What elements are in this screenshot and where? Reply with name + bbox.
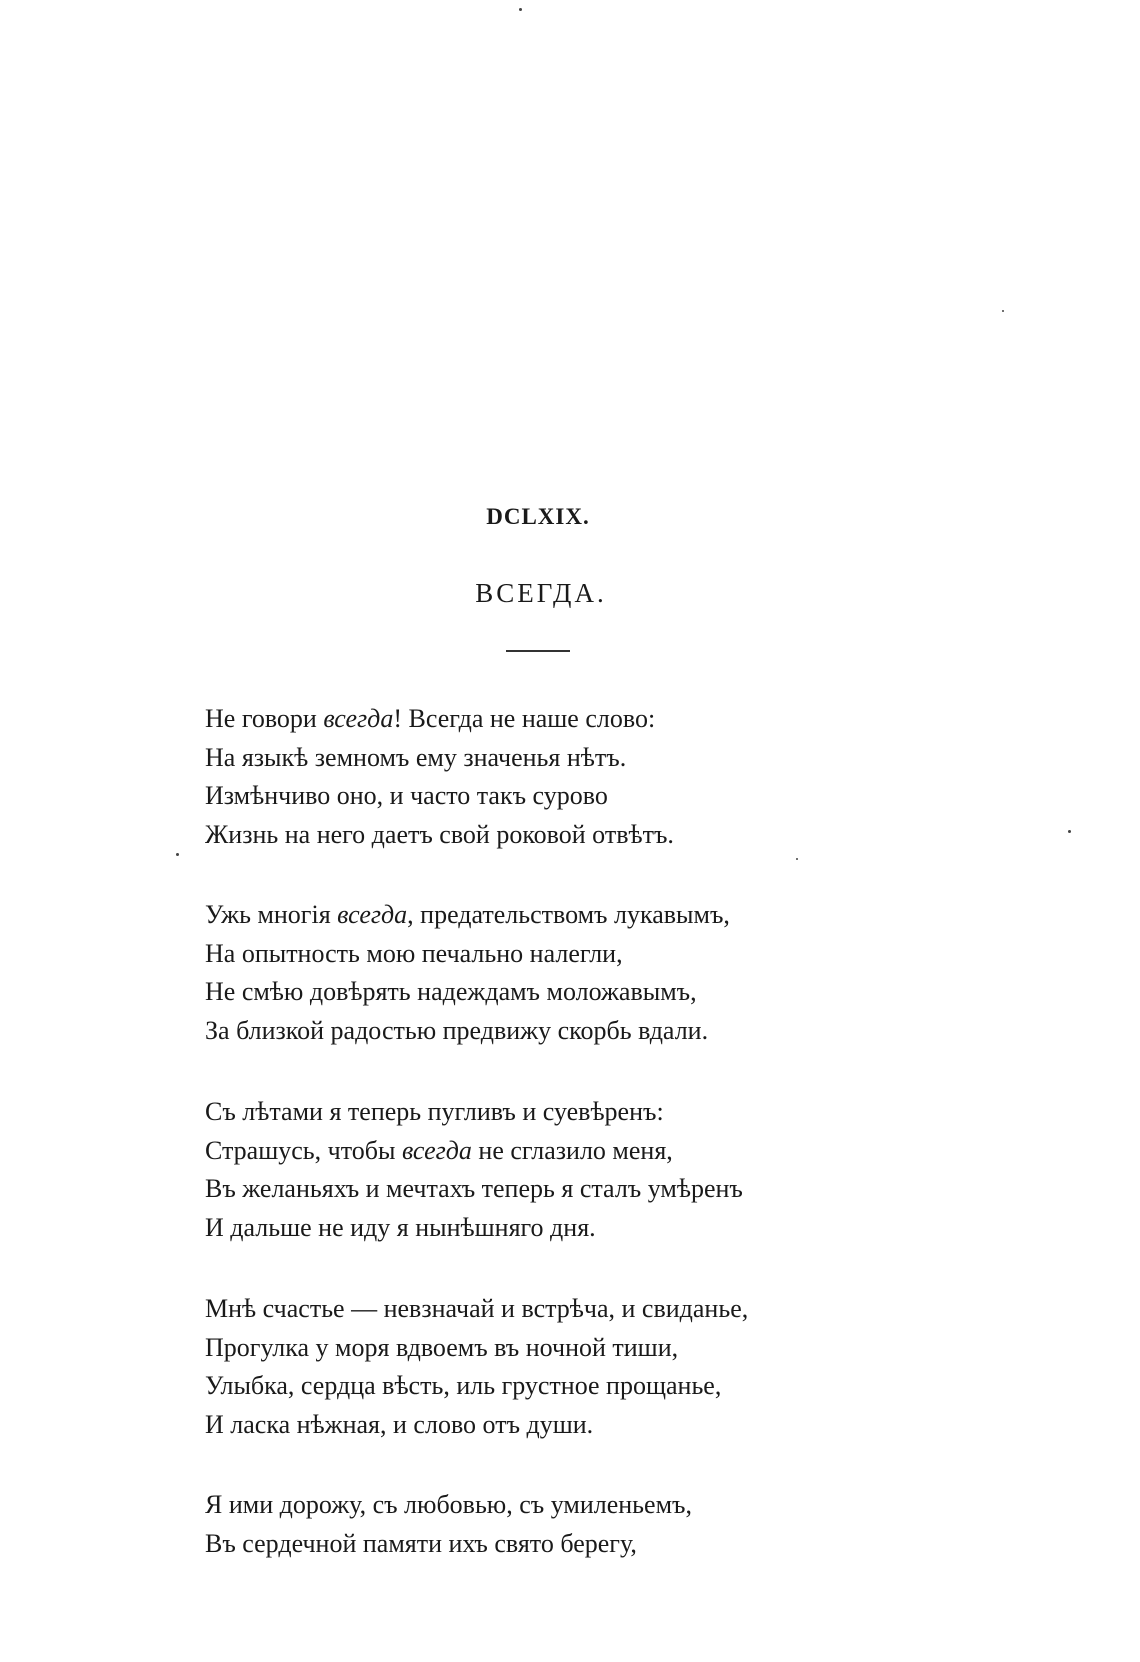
line-text: Страшусь, чтобы	[205, 1135, 402, 1165]
poem-line	[205, 816, 674, 855]
line-text: Улыбка, сердца вѣсть, иль грустное прощанье,	[205, 1371, 722, 1400]
line-text: Въ желаньяхъ и мечтахъ теперь я сталъ умѣренъ	[205, 1174, 743, 1203]
line-text: Не смѣю довѣрять надеждамъ моложавымъ,	[205, 977, 697, 1006]
line-text: На языкѣ земномъ ему значенья нѣтъ.	[205, 742, 627, 772]
stanza	[205, 896, 730, 1050]
poem-line	[205, 1329, 748, 1368]
line-text: И ласка нѣжная, и слово отъ души.	[205, 1409, 594, 1439]
line-text: Я ими дорожу, съ любовью, съ умиленьемъ,	[205, 1490, 692, 1519]
poem-line	[205, 1209, 743, 1248]
line-text: И дальше не иду я нынѣшняго дня.	[205, 1212, 596, 1242]
poem-line	[205, 777, 674, 816]
ink-speck	[176, 853, 179, 856]
poem-line	[205, 935, 730, 974]
emphasized-word: всегда	[323, 704, 394, 733]
line-text: Измѣнчиво оно, и часто такъ сурово	[205, 781, 608, 810]
poem-line	[205, 1486, 692, 1525]
line-text: Прогулка у моря вдвоемъ въ ночной тиши,	[205, 1332, 679, 1362]
poem-line	[205, 1132, 743, 1171]
stanza	[205, 1093, 743, 1247]
ink-speck	[519, 8, 522, 11]
poem-line	[205, 973, 730, 1012]
poem-line	[205, 1367, 748, 1406]
poem-title: ВСЕГДА.	[475, 578, 607, 608]
line-text: Ужь многія	[205, 900, 338, 929]
poem-line	[205, 1290, 748, 1329]
poem-line	[205, 1406, 748, 1445]
line-text: За близкой радостью предвижу скорбь вдали.	[205, 1015, 709, 1045]
emphasized-word: всегда	[401, 1135, 472, 1165]
ink-speck	[1002, 310, 1004, 312]
stanza	[205, 1486, 692, 1563]
line-text: , предательствомъ лукавымъ,	[407, 900, 730, 929]
line-text: Не говори	[205, 704, 324, 733]
line-text: ! Всегда не наше слово:	[393, 704, 656, 733]
line-text: На опытность мою печально налегли,	[205, 938, 623, 968]
poem-line	[205, 1093, 743, 1132]
line-text: Съ лѣтами я теперь пугливъ и суевѣренъ:	[205, 1097, 664, 1126]
poem-number: DCLXIX.	[486, 504, 590, 529]
ink-speck	[796, 858, 798, 860]
line-text: Жизнь на него даетъ свой роковой отвѣтъ.	[205, 819, 674, 849]
poem-line	[205, 700, 674, 739]
poem-line	[205, 1170, 743, 1209]
poem-line	[205, 896, 730, 935]
line-text: Мнѣ счастье — невзначай и встрѣча, и свиданье,	[205, 1294, 749, 1323]
stanza	[205, 1290, 748, 1444]
ink-speck	[1068, 830, 1071, 833]
poem-line	[205, 1525, 692, 1564]
poem-line	[205, 1012, 730, 1051]
line-text: Въ сердечной памяти ихъ свято берегу,	[205, 1528, 637, 1558]
line-text: не сглазило меня,	[471, 1135, 673, 1165]
emphasized-word: всегда	[337, 900, 408, 929]
poem-line	[205, 739, 674, 778]
title-divider	[506, 650, 570, 652]
stanza	[205, 700, 674, 854]
